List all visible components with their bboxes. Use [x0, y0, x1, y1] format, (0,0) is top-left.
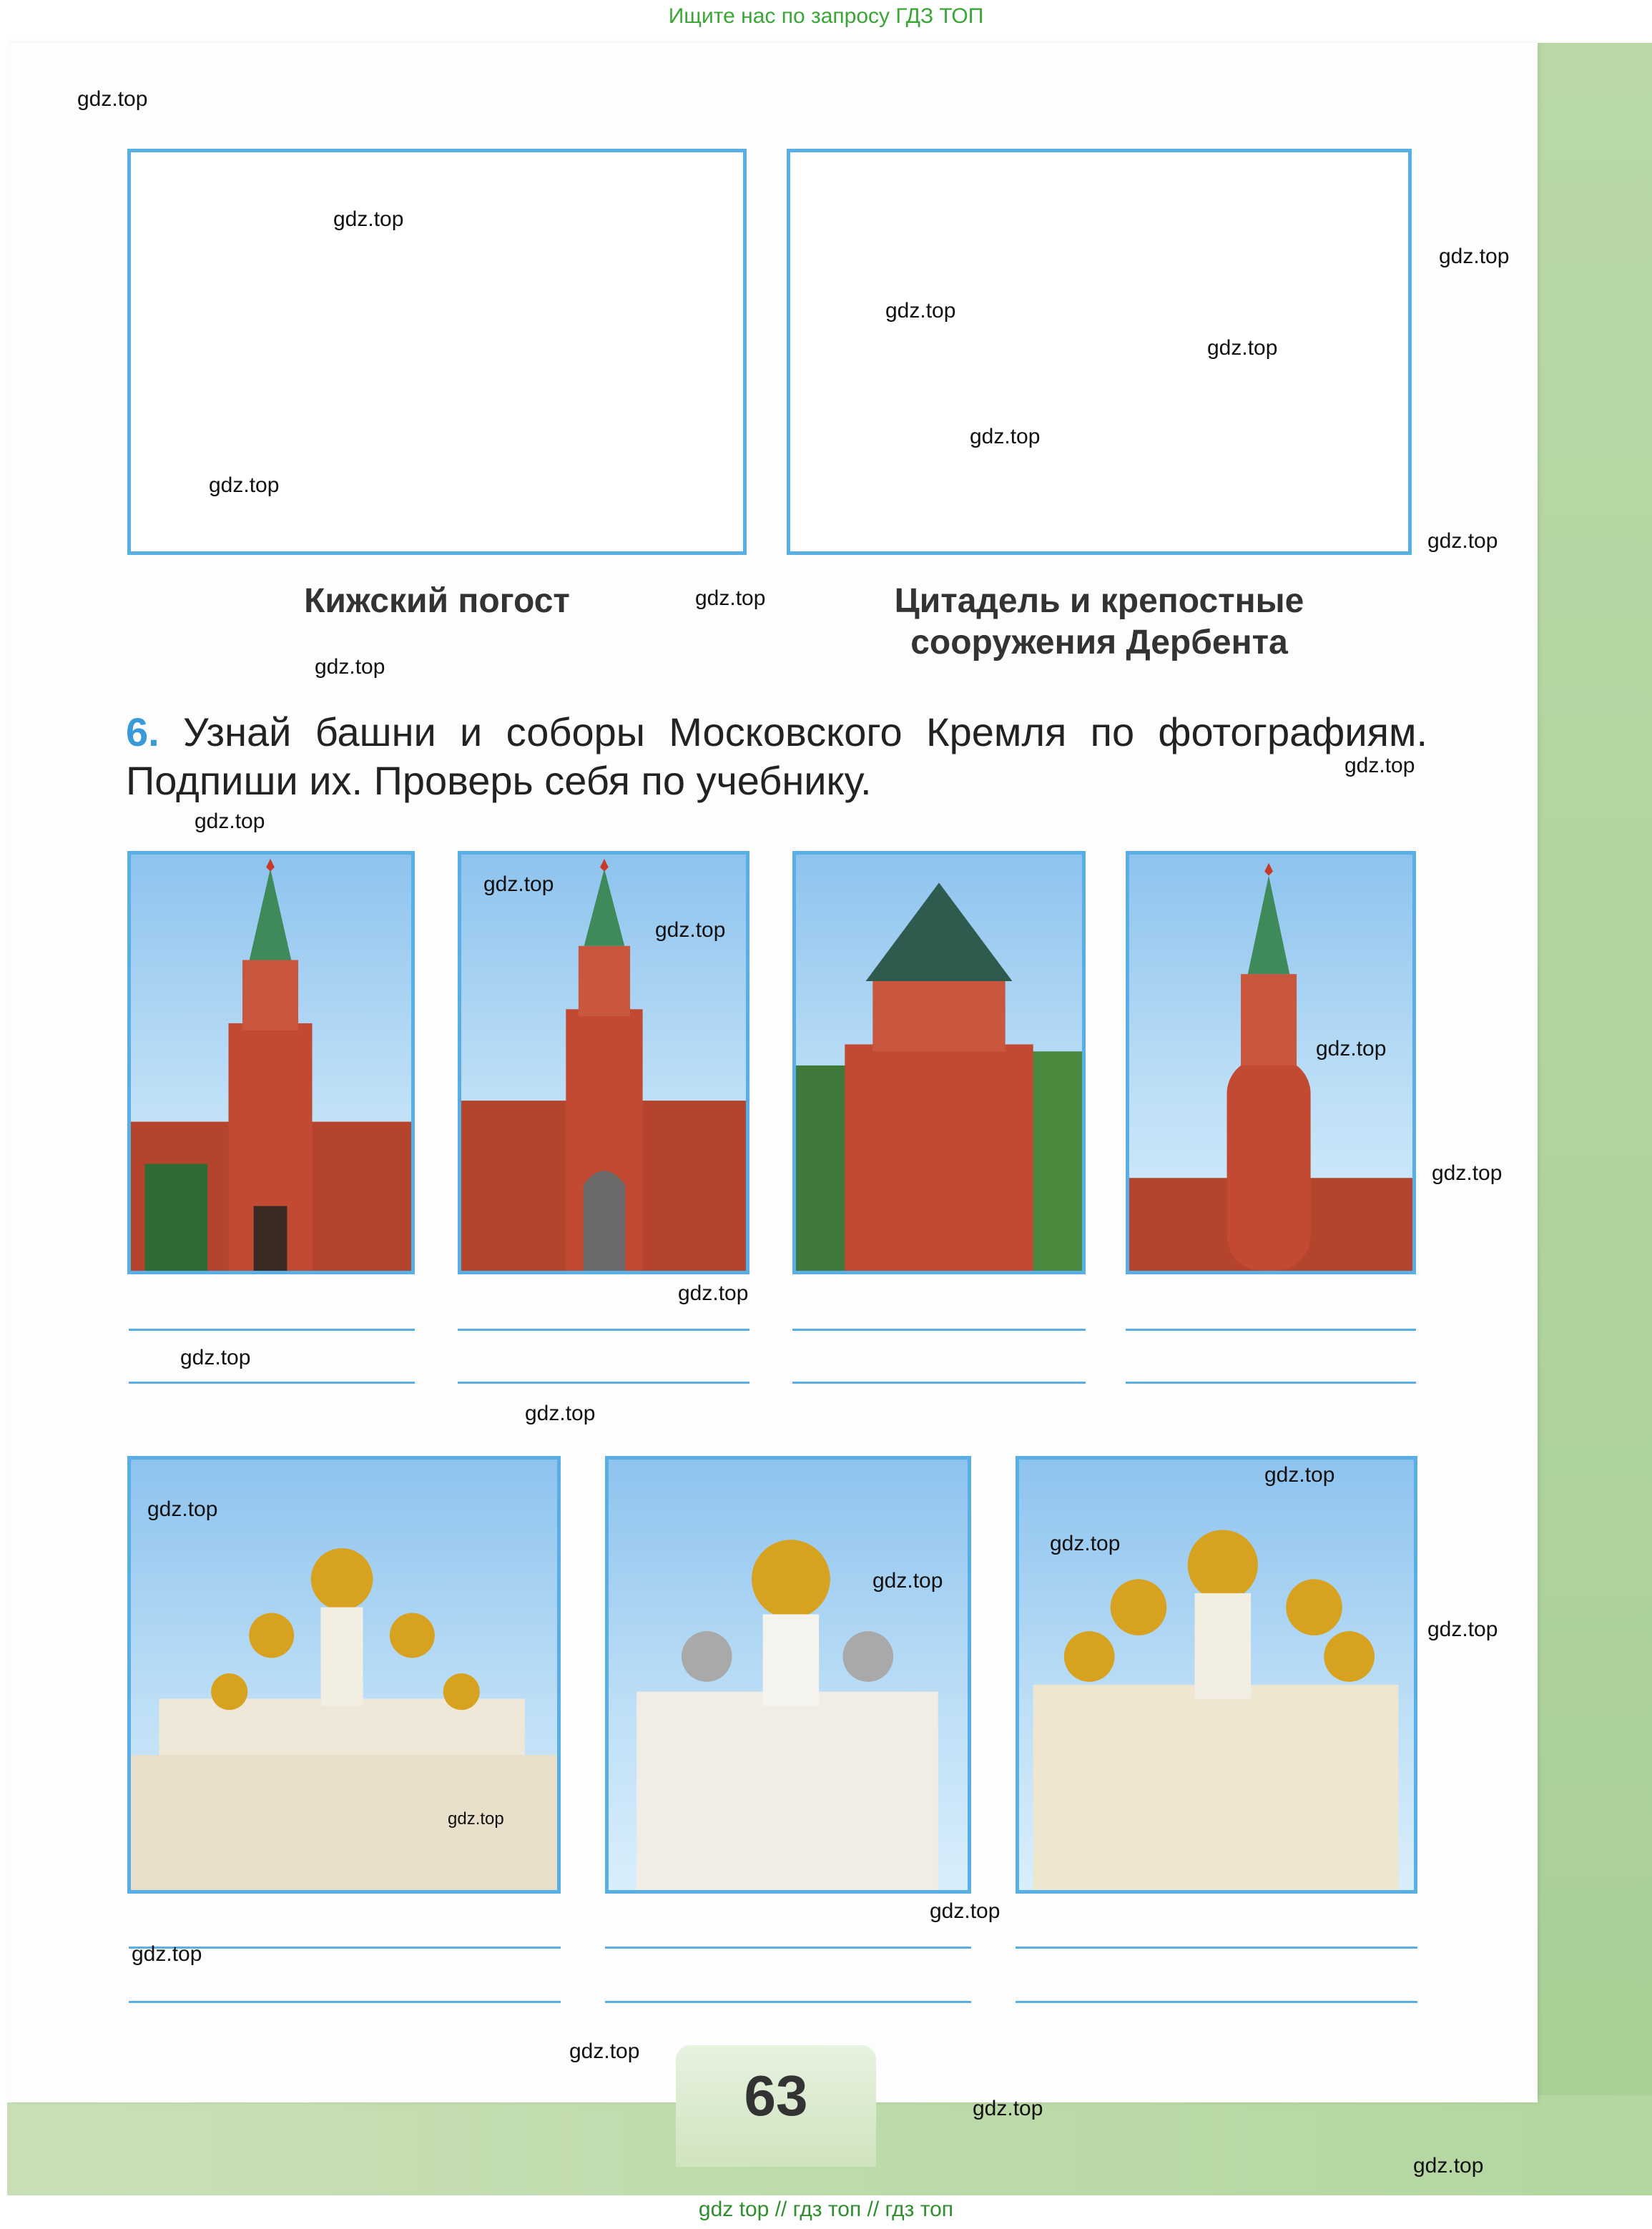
watermark: gdz.top [132, 1942, 202, 1966]
watermark: gdz.top [569, 2039, 640, 2063]
watermark: gdz.top [1316, 1037, 1387, 1061]
answer-line-tower-1b[interactable] [129, 1382, 415, 1384]
photo-tower-2 [458, 851, 749, 1274]
watermark: gdz.top [655, 918, 726, 942]
answer-line-cathedral-3a[interactable] [1016, 1947, 1417, 1949]
answer-line-tower-1a[interactable] [129, 1329, 415, 1331]
bottom-banner[interactable]: gdz top // гдз топ // гдз топ [698, 2198, 954, 2221]
watermark: gdz.top [333, 207, 404, 231]
answer-line-tower-3b[interactable] [792, 1382, 1086, 1384]
answer-line-cathedral-2b[interactable] [605, 2001, 971, 2003]
watermark: gdz.top [872, 1569, 943, 1593]
watermark: gdz.top [209, 473, 280, 497]
watermark: gdz.top [483, 872, 554, 896]
answer-line-cathedral-1b[interactable] [129, 2001, 561, 2003]
watermark: gdz.top [1344, 754, 1415, 777]
watermark: gdz.top [315, 655, 385, 679]
watermark: gdz.top [1264, 1463, 1335, 1487]
task-6 [126, 708, 1427, 805]
caption-kizhi: Кижский погост [304, 582, 570, 620]
watermark: gdz.top [695, 586, 766, 610]
answer-line-tower-3a[interactable] [792, 1329, 1086, 1331]
watermark: gdz.top [147, 1497, 218, 1521]
green-right-margin [1538, 43, 1652, 2195]
watermark: gdz.top [1413, 2154, 1484, 2178]
task-text: Узнай башни и соборы Московского Кремля по фотографиям. Подпиши их. Проверь себя по учебнику. [126, 709, 1428, 803]
watermark: gdz.top [1050, 1532, 1121, 1555]
photo-tower-3 [792, 851, 1086, 1274]
page-number: 63 [744, 2064, 808, 2127]
top-banner[interactable]: Ищите нас по запросу ГДЗ ТОП [668, 4, 984, 28]
watermark: gdz.top [678, 1281, 749, 1305]
caption-derbent: Цитадель и крепостные сооружения Дербента [894, 582, 1304, 661]
answer-line-tower-2b[interactable] [458, 1382, 749, 1384]
task-number: 6. [126, 709, 159, 754]
watermark: gdz.top [448, 1809, 504, 1829]
answer-line-tower-2a[interactable] [458, 1329, 749, 1331]
watermark: gdz.top [1207, 336, 1278, 360]
watermark: gdz.top [930, 1899, 1000, 1923]
watermark: gdz.top [1427, 1618, 1498, 1641]
photo-cathedral-3 [1016, 1456, 1417, 1894]
watermark: gdz.top [1439, 245, 1510, 268]
photo-frame-derbent [787, 149, 1412, 555]
watermark: gdz.top [970, 425, 1041, 448]
answer-line-cathedral-3b[interactable] [1016, 2001, 1417, 2003]
answer-line-tower-4a[interactable] [1126, 1329, 1416, 1331]
photo-tower-4 [1126, 851, 1416, 1274]
watermark: gdz.top [525, 1402, 596, 1425]
watermark: gdz.top [180, 1346, 251, 1369]
watermark: gdz.top [973, 2097, 1043, 2120]
watermark: gdz.top [1427, 529, 1498, 553]
watermark: gdz.top [195, 810, 265, 833]
photo-tower-1 [127, 851, 415, 1274]
photo-cathedral-2 [605, 1456, 971, 1894]
watermark: gdz.top [885, 299, 956, 323]
watermark: gdz.top [77, 87, 148, 111]
answer-line-cathedral-2a[interactable] [605, 1947, 971, 1949]
watermark: gdz.top [1432, 1161, 1503, 1185]
answer-line-tower-4b[interactable] [1126, 1382, 1416, 1384]
